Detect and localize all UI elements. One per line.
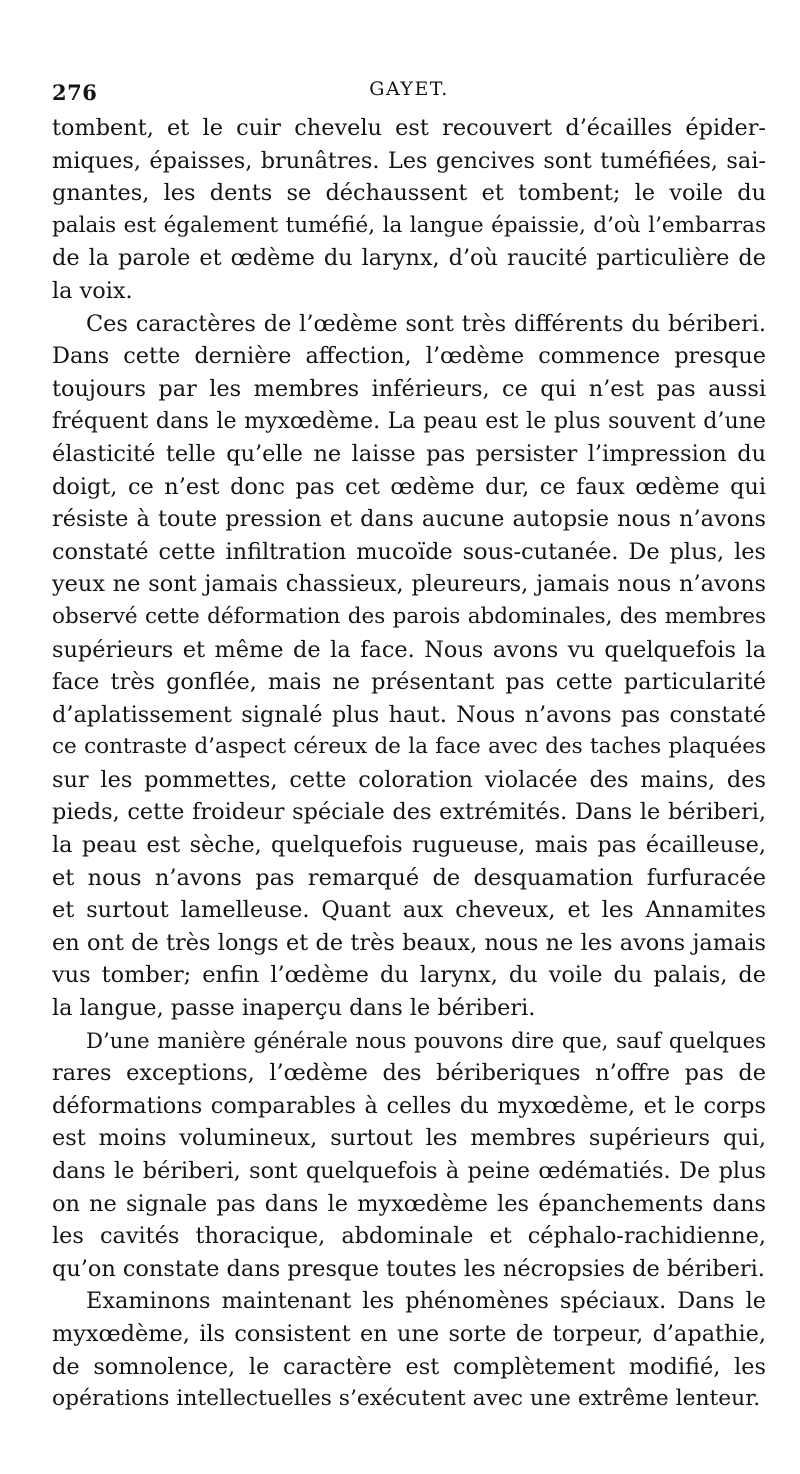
text-line: déformations comparables à celles du myxœdème, et le corps [52, 1092, 766, 1119]
paragraph-end-line: la voix. [52, 277, 133, 304]
running-head-title: GAYET. [369, 78, 449, 100]
paragraph-end-line: la langue, passe inaperçu dans le bériberi. [52, 995, 536, 1022]
paragraph-end-line: opérations intellectuelles s’exécutent avec une extrême lenteur. [52, 1386, 761, 1412]
text-line: vus tomber; enfin l’œdème du larynx, du voile du palais, de [52, 962, 766, 989]
text-line: gnantes, les dents se déchaussent et tombent; le voile du [52, 180, 766, 207]
text-line: la peau est sèche, quelquefois rugueuse, mais pas écailleuse, [52, 832, 766, 859]
text-line: pieds, cette froideur spéciale des extrémités. Dans le bériberi, [52, 799, 766, 826]
text-line: palais est également tuméfié, la langue épaissie, d’où l’embarras [52, 212, 766, 238]
text-line: fréquent dans le myxœdème. La peau est le plus souvent d’une [52, 408, 766, 435]
text-line: supérieurs et même de la face. Nous avons vu quelquefois la [52, 636, 766, 663]
paragraph-start-line: Examinons maintenant les phénomènes spéciaux. Dans le [86, 1288, 766, 1315]
text-line: miques, épaisses, brunâtres. Les gencives sont tuméfiées, sai- [52, 147, 766, 174]
text-line: résiste à toute pression et dans aucune autopsie nous n’avons [52, 506, 766, 533]
text-line: est moins volumineux, surtout les membres supérieurs qui, [52, 1125, 766, 1152]
text-line: élasticité telle qu’elle ne laisse pas persister l’impression du [52, 440, 766, 467]
text-line: de la parole et œdème du larynx, d’où raucité particulière de [52, 245, 766, 272]
text-line: d’aplatissement signalé plus haut. Nous n’avons pas constaté [52, 701, 766, 728]
text-line: et nous n’avons pas remarqué de desquamation furfuracée [52, 864, 766, 891]
text-line: toujours par les membres inférieurs, ce qui n’est pas aussi [52, 375, 766, 402]
running-head [52, 78, 766, 108]
text-line: en ont de très longs et de très beaux, nous ne les avons jamais [52, 929, 766, 956]
text-line: Dans cette dernière affection, l’œdème commence presque [52, 343, 766, 370]
text-line: de somnolence, le caractère est complètement modifié, les [52, 1353, 766, 1380]
body-text [52, 112, 766, 1416]
text-line: observé cette déformation des parois abdominales, des membres [52, 603, 766, 629]
text-line: rares exceptions, l’œdème des bériberiques n’offre pas de [52, 1060, 766, 1087]
text-line: et surtout lamelleuse. Quant aux cheveux, et les Annamites [52, 897, 766, 924]
text-line: myxœdème, ils consistent en une sorte de torpeur, d’apathie, [52, 1320, 766, 1347]
text-line: sur les pommettes, cette coloration violacée des mains, des [52, 766, 766, 793]
text-line: les cavités thoracique, abdominale et céphalo-rachidienne, [52, 1223, 766, 1250]
text-line: doigt, ce n’est donc pas cet œdème dur, ce faux œdème qui [52, 473, 766, 500]
paragraph-start-line: D’une manière générale nous pouvons dire que, sauf quelques [86, 1027, 766, 1053]
text-line: tombent, et le cuir chevelu est recouvert d’écailles épider- [52, 115, 766, 141]
text-line: yeux ne sont jamais chassieux, pleureurs, jamais nous n’avons [52, 571, 766, 598]
text-line: face très gonflée, mais ne présentant pas cette particularité [52, 669, 766, 696]
text-line: ce contraste d’aspect céreux de la face avec des taches plaquées [52, 734, 766, 760]
text-line: on ne signale pas dans le myxœdème les épanchements dans [52, 1190, 766, 1217]
page-number: 276 [52, 80, 98, 105]
paragraph-end-line: qu’on constate dans presque toutes les nécropsies de bériberi. [52, 1255, 765, 1282]
text-line: dans le bériberi, sont quelquefois à peine œdématiés. De plus [52, 1158, 766, 1184]
text-line: constaté cette infiltration mucoïde sous-cutanée. De plus, les [52, 538, 766, 565]
paragraph-start-line: Ces caractères de l’œdème sont très différents du bériberi. [86, 310, 766, 337]
